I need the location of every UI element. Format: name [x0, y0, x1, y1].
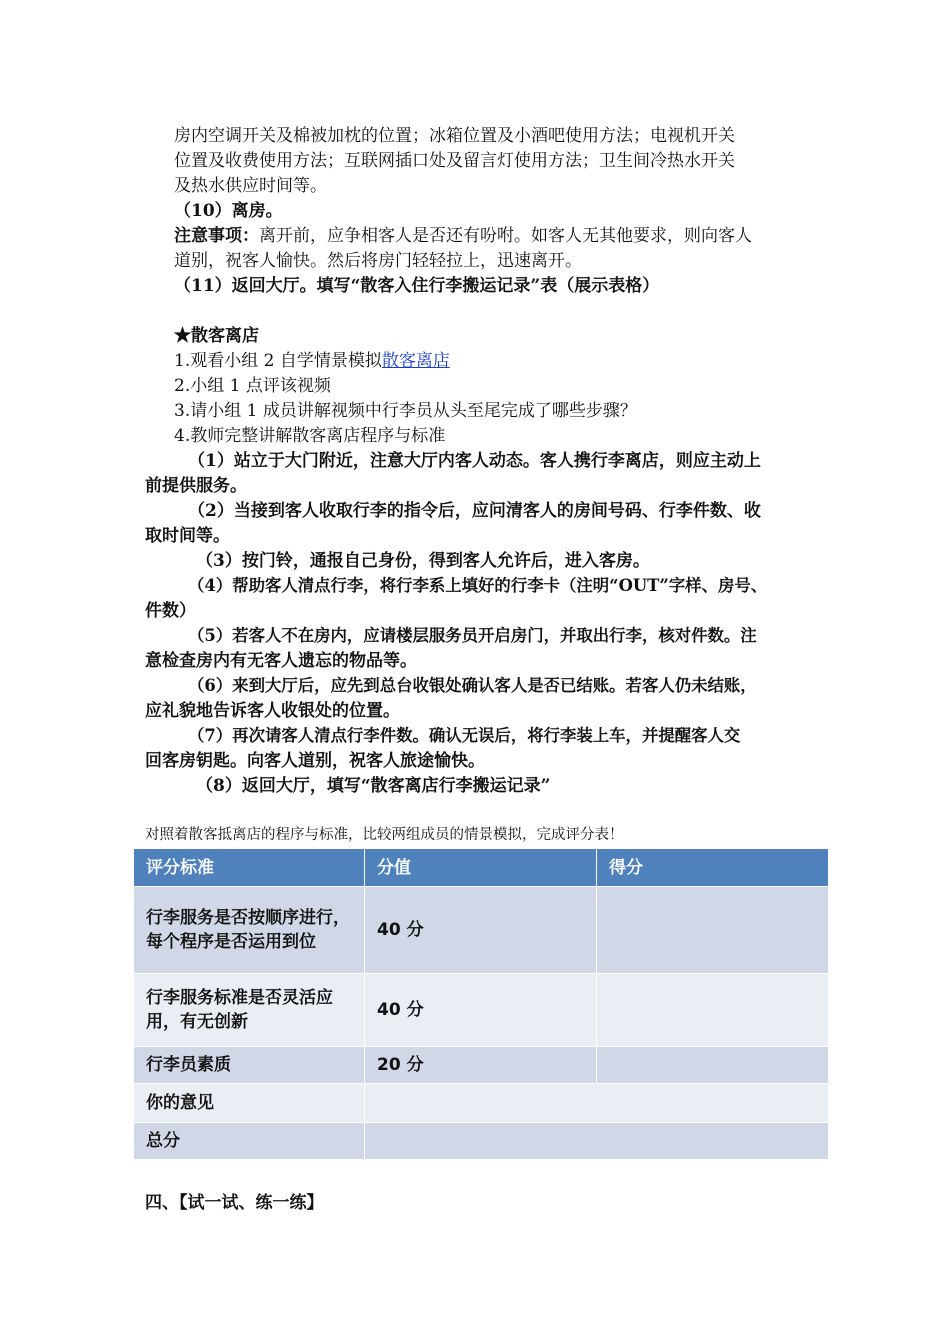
total-cell[interactable] [365, 1123, 829, 1160]
procedure-8: （8）返回大厅，填写“散客离店行李搬运记录” [196, 776, 551, 796]
task-1-text: 1.观看小组 2 自学情景模拟 [174, 351, 382, 371]
note-line-2: 道别，祝客人愉快。然后将房门轻轻拉上，迅速离开。 [174, 251, 582, 271]
procedure-4-line-2: 件数） [145, 601, 196, 621]
task-2: 2.小组 1 点评该视频 [174, 376, 331, 396]
procedure-1-line-1: （1）站立于大门附近，注意大厅内客人动态。客人携行李离店，则应主动上 [188, 451, 761, 471]
procedure-7-line-2: 回客房钥匙。向客人道别，祝客人旅途愉快。 [145, 751, 485, 771]
note-line-1 [174, 224, 752, 248]
section-title: ★散客离店 [174, 326, 259, 346]
table-row [134, 1123, 829, 1160]
criterion-cell: 总分 [134, 1123, 365, 1160]
procedure-6-line-1: （6）来到大厅后，应先到总台收银处确认客人是否已结账。若客人仍未结账， [188, 676, 757, 695]
criterion-cell: 行李服务标准是否灵活应用，有无创新 [134, 974, 365, 1047]
table-header-row [134, 849, 829, 887]
intro-line-3: 及热水供应时间等。 [174, 176, 327, 196]
table-row [134, 1084, 829, 1123]
criterion-cell: 行李服务是否按顺序进行，每个程序是否运用到位 [134, 887, 365, 974]
note-label: 注意事项： [174, 226, 259, 246]
score-cell[interactable] [597, 974, 829, 1047]
criterion-cell: 你的意见 [134, 1084, 365, 1123]
note-text-1: 离开前，应争相客人是否还有吩咐。如客人无其他要求，则向客人 [259, 226, 752, 246]
header-score: 得分 [597, 849, 829, 887]
task-3: 3.请小组 1 成员讲解视频中行李员从头至尾完成了哪些步骤？ [174, 401, 637, 421]
points-cell: 40 分 [365, 887, 597, 974]
points-cell: 20 分 [365, 1047, 597, 1084]
intro-line-2: 位置及收费使用方法；互联网插口处及留言灯使用方法；卫生间冷热水开关 [174, 151, 735, 171]
table-row [134, 1047, 829, 1084]
header-points: 分值 [365, 849, 597, 887]
procedure-6-line-2: 应礼貌地告诉客人收银处的位置。 [145, 701, 400, 721]
procedure-5-line-1: （5）若客人不在房内，应请楼层服务员开启房门，并取出行李，核对件数。注 [188, 626, 757, 645]
table-intro: 对照着散客抵离店的程序与标准，比较两组成员的情景模拟，完成评分表！ [145, 827, 624, 843]
task-4: 4.教师完整讲解散客离店程序与标准 [174, 426, 446, 446]
procedure-4-line-1: （4）帮助客人清点行李，将行李系上填好的行李卡（注明“OUT”字样、房号、 [188, 576, 768, 595]
task-1 [174, 349, 450, 373]
procedure-3: （3）按门铃，通报自己身份，得到客人允许后，进入客房。 [196, 551, 650, 571]
header-criterion: 评分标准 [134, 849, 365, 887]
procedure-1-line-2: 前提供服务。 [145, 476, 247, 496]
video-link[interactable]: 散客离店 [381, 351, 450, 371]
opinion-cell[interactable] [365, 1084, 829, 1123]
score-cell[interactable] [597, 887, 829, 974]
step-10-heading: （10）离房。 [174, 201, 283, 221]
criterion-cell: 行李员素质 [134, 1047, 365, 1084]
table-row [134, 887, 829, 974]
step-11-heading: （11）返回大厅。填写“散客入住行李搬运记录”表（展示表格） [174, 276, 660, 296]
procedure-7-line-1: （7）再次请客人清点行李件数。确认无误后，将行李装上车，并提醒客人交 [188, 726, 741, 745]
procedure-5-line-2: 意检查房内有无客人遗忘的物品等。 [145, 651, 417, 671]
points-cell: 40 分 [365, 974, 597, 1047]
procedure-2-line-1: （2）当接到客人收取行李的指令后，应问清客人的房间号码、行李件数、收 [188, 501, 761, 521]
section-four-heading: 四、【试一试、练一练】 [145, 1193, 324, 1213]
score-cell[interactable] [597, 1047, 829, 1084]
procedure-2-line-2: 取时间等。 [145, 526, 230, 546]
table-row [134, 974, 829, 1047]
score-table [133, 848, 829, 1160]
intro-line-1: 房内空调开关及棉被加枕的位置；冰箱位置及小酒吧使用方法；电视机开关 [174, 126, 735, 146]
